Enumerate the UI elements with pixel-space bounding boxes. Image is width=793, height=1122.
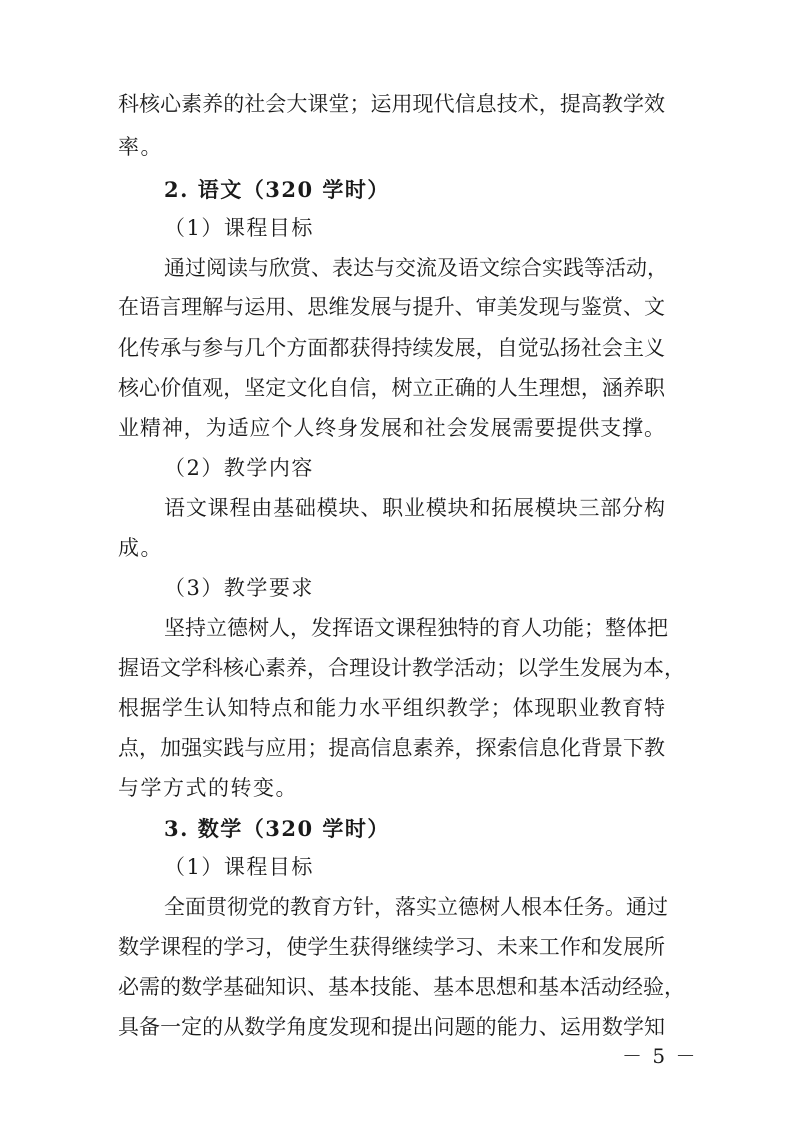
body-text-line: 成。 [118, 536, 163, 560]
body-text-line: 与学方式的转变。 [118, 776, 298, 800]
body-text-line: 在语言理解与运用、思维发展与提升、审美发现与鉴赏、文 [118, 295, 665, 319]
body-text-line: 坚持立德树人，发挥语文课程独特的育人功能；整体把 [164, 616, 668, 640]
body-text-line: 根据学生认知特点和能力水平组织教学；体现职业教育特 [118, 696, 665, 720]
body-text-line: 通过阅读与欣赏、表达与交流及语文综合实践等活动， [164, 256, 668, 280]
body-text-line: 全面贯彻党的教育方针，落实立德树人根本任务。通过 [164, 895, 668, 919]
section-heading-math: 3. 数学（320 学时） [164, 816, 390, 841]
subheading-teaching-content: （2）教学内容 [164, 456, 314, 480]
subheading-course-goal: （1）课程目标 [164, 855, 314, 879]
subheading-course-goal: （1）课程目标 [164, 216, 314, 240]
body-text-line: 握语文学科核心素养，合理设计教学活动；以学生发展为本， [118, 656, 685, 680]
page-number: － 5 － [622, 1044, 698, 1068]
body-text-line: 必需的数学基础知识、基本技能、基本思想和基本活动经验， [118, 975, 685, 999]
body-text-line: 核心价值观，坚定文化自信，树立正确的人生理想，涵养职 [118, 376, 665, 400]
body-text-line: 化传承与参与几个方面都获得持续发展，自觉弘扬社会主义 [118, 336, 665, 360]
body-text-line: 科核心素养的社会大课堂；运用现代信息技术，提高教学效 [118, 92, 665, 116]
body-text-line: 率。 [118, 135, 163, 159]
body-text-line: 数学课程的学习，使学生获得继续学习、未来工作和发展所 [118, 935, 665, 959]
section-heading-chinese: 2. 语文（320 学时） [164, 177, 390, 202]
body-text-line: 业精神，为适应个人终身发展和社会发展需要提供支撑。 [118, 416, 665, 440]
body-text-line: 语文课程由基础模块、职业模块和拓展模块三部分构 [164, 496, 665, 520]
body-text-line: 点，加强实践与应用；提高信息素养，探索信息化背景下教 [118, 736, 665, 760]
subheading-teaching-requirements: （3）教学要求 [164, 576, 314, 600]
body-text-line: 具备一定的从数学角度发现和提出问题的能力、运用数学知 [118, 1015, 665, 1039]
